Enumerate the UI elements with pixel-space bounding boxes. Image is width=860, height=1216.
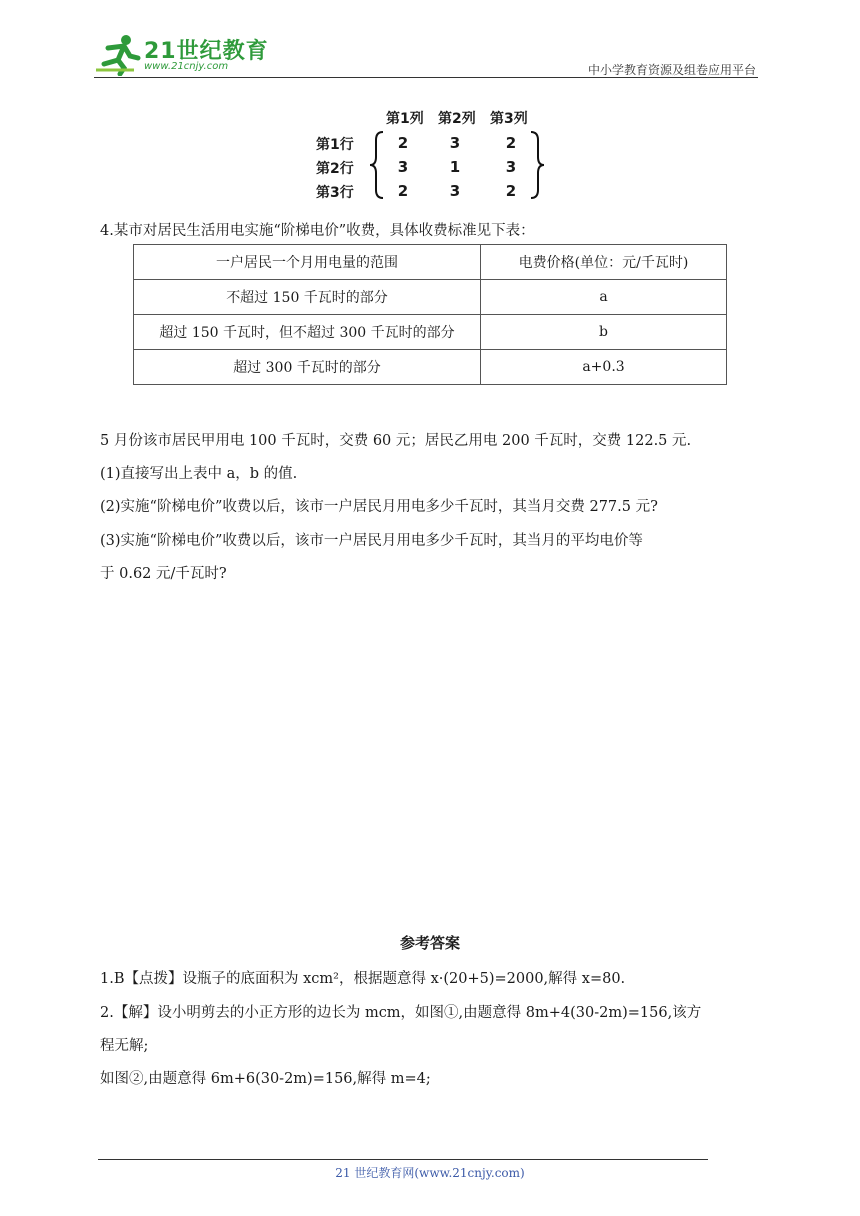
matrix-row-header: 第3行 <box>316 185 354 201</box>
q4-part3-cont: 于 0.62 元/千瓦时? <box>100 566 227 582</box>
matrix-cell: 2 <box>505 134 517 152</box>
matrix-cell: 3 <box>397 158 409 176</box>
site-logo <box>94 34 269 76</box>
table-cell: 超过 300 千瓦时的部分 <box>134 350 481 385</box>
header-divider <box>94 77 758 78</box>
price-table <box>133 244 727 385</box>
q4-part2: (2)实施“阶梯电价”收费以后，该市一户居民月用电多少千瓦时，其当月交费 277.5 元? <box>100 499 658 515</box>
matrix-cell: 3 <box>449 134 461 152</box>
table-cell: a <box>481 280 727 315</box>
answer-2-cont: 程无解; <box>100 1038 149 1054</box>
table-row <box>134 315 727 350</box>
right-brace <box>528 130 546 200</box>
answer-2: 2.【解】设小明剪去的小正方形的边长为 mcm，如图①,由题意得 8m+4(30-2m)=156,该方 <box>100 1005 702 1021</box>
matrix-col-header: 第3列 <box>490 111 528 127</box>
matrix-row-header: 第1行 <box>316 137 354 153</box>
header-slogan: 中小学教育资源及组卷应用平台 <box>587 63 756 77</box>
footer-divider <box>98 1159 708 1160</box>
answer-2-case2: 如图②,由题意得 6m+6(30-2m)=156,解得 m=4; <box>100 1071 431 1087</box>
logo-url: www.21cnjy.com <box>144 61 229 72</box>
runner-logo-icon <box>94 34 142 76</box>
q4-part3: (3)实施“阶梯电价”收费以后，该市一户居民月用电多少千瓦时，其当月的平均电价等 <box>100 533 643 549</box>
logo-text: 21世纪教育 <box>144 39 269 64</box>
matrix-row-header: 第2行 <box>316 161 354 177</box>
q4-intro: 4.某市对居民生活用电实施“阶梯电价”收费，具体收费标准见下表： <box>100 223 535 239</box>
table-cell: 不超过 150 千瓦时的部分 <box>134 280 481 315</box>
table-cell: a+0.3 <box>481 350 727 385</box>
left-brace <box>368 130 386 200</box>
matrix-cell: 3 <box>505 158 517 176</box>
q4-part1: (1)直接写出上表中 a，b 的值. <box>100 466 298 482</box>
matrix-cell: 1 <box>449 158 461 176</box>
table-cell: 超过 150 千瓦时，但不超过 300 千瓦时的部分 <box>134 315 481 350</box>
table-header-row <box>134 245 727 280</box>
table-row <box>134 350 727 385</box>
answer-1: 1.B【点拨】设瓶子的底面积为 xcm²，根据题意得 x·(20+5)=2000,解得 x=80. <box>100 971 626 987</box>
matrix-cell: 2 <box>397 182 409 200</box>
matrix-cell: 2 <box>397 134 409 152</box>
q4-condition: 5 月份该市居民甲用电 100 千瓦时，交费 60 元；居民乙用电 200 千瓦时，交费 122.5 元. <box>100 433 692 449</box>
table-row <box>134 280 727 315</box>
matrix-col-header: 第2列 <box>438 111 476 127</box>
footer-text[interactable]: 21 世纪教育网(www.21cnjy.com) <box>335 1166 525 1180</box>
table-cell: b <box>481 315 727 350</box>
table-header-cell: 电费价格(单位：元/千瓦时) <box>481 245 727 280</box>
matrix-cell: 2 <box>505 182 517 200</box>
matrix-cell: 3 <box>449 182 461 200</box>
matrix-col-header: 第1列 <box>386 111 424 127</box>
table-header-cell: 一户居民一个月用电量的范围 <box>134 245 481 280</box>
answers-title: 参考答案 <box>399 934 460 952</box>
